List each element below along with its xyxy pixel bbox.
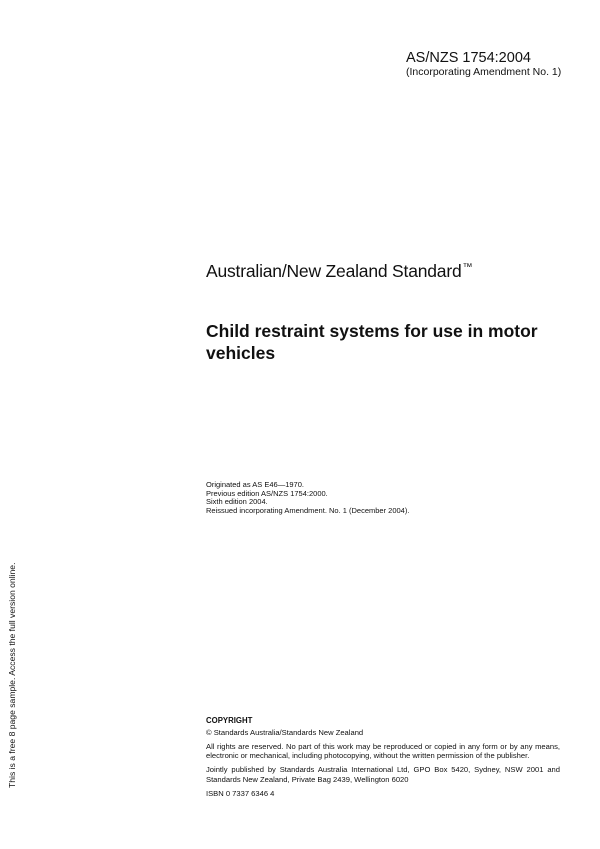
sample-notice: This is a free 8 page sample. Access the full version online. bbox=[7, 562, 17, 788]
standard-number: AS/NZS 1754:2004 bbox=[406, 50, 531, 66]
history-line: Sixth edition 2004. bbox=[206, 497, 268, 507]
copyright-block bbox=[206, 716, 560, 799]
edition-history bbox=[206, 481, 409, 515]
standard-type bbox=[206, 257, 472, 282]
history-line: Originated as AS E46—1970. bbox=[206, 480, 304, 489]
publisher-statement: Jointly published by Standards Australia International Ltd, GPO Box 5420, Sydney, NSW 2001 and Standards New Zealand, Private Bag 2439, Wellington 6020 bbox=[206, 765, 560, 784]
amendment-note: (Incorporating Amendment No. 1) bbox=[406, 66, 562, 78]
isbn: ISBN 0 7337 6346 4 bbox=[206, 788, 275, 798]
copyright-owner: © Standards Australia/Standards New Zealand bbox=[206, 727, 364, 737]
history-line: Previous edition AS/NZS 1754:2000. bbox=[206, 488, 328, 498]
history-line: Reissued incorporating Amendment. No. 1 (December 2004). bbox=[206, 505, 410, 515]
copyright-heading: COPYRIGHT bbox=[206, 716, 253, 725]
standard-type-label: Australian/New Zealand Standard bbox=[206, 261, 462, 281]
rights-statement: All rights are reserved. No part of this work may be reproduced or copied in any form or by any means, electronic or mechanical, including photocopying, without the written permission of the publisher. bbox=[206, 741, 560, 761]
document-title: Child restraint systems for use in motor vehicles bbox=[206, 321, 538, 363]
trademark-symbol: ™ bbox=[462, 262, 473, 273]
